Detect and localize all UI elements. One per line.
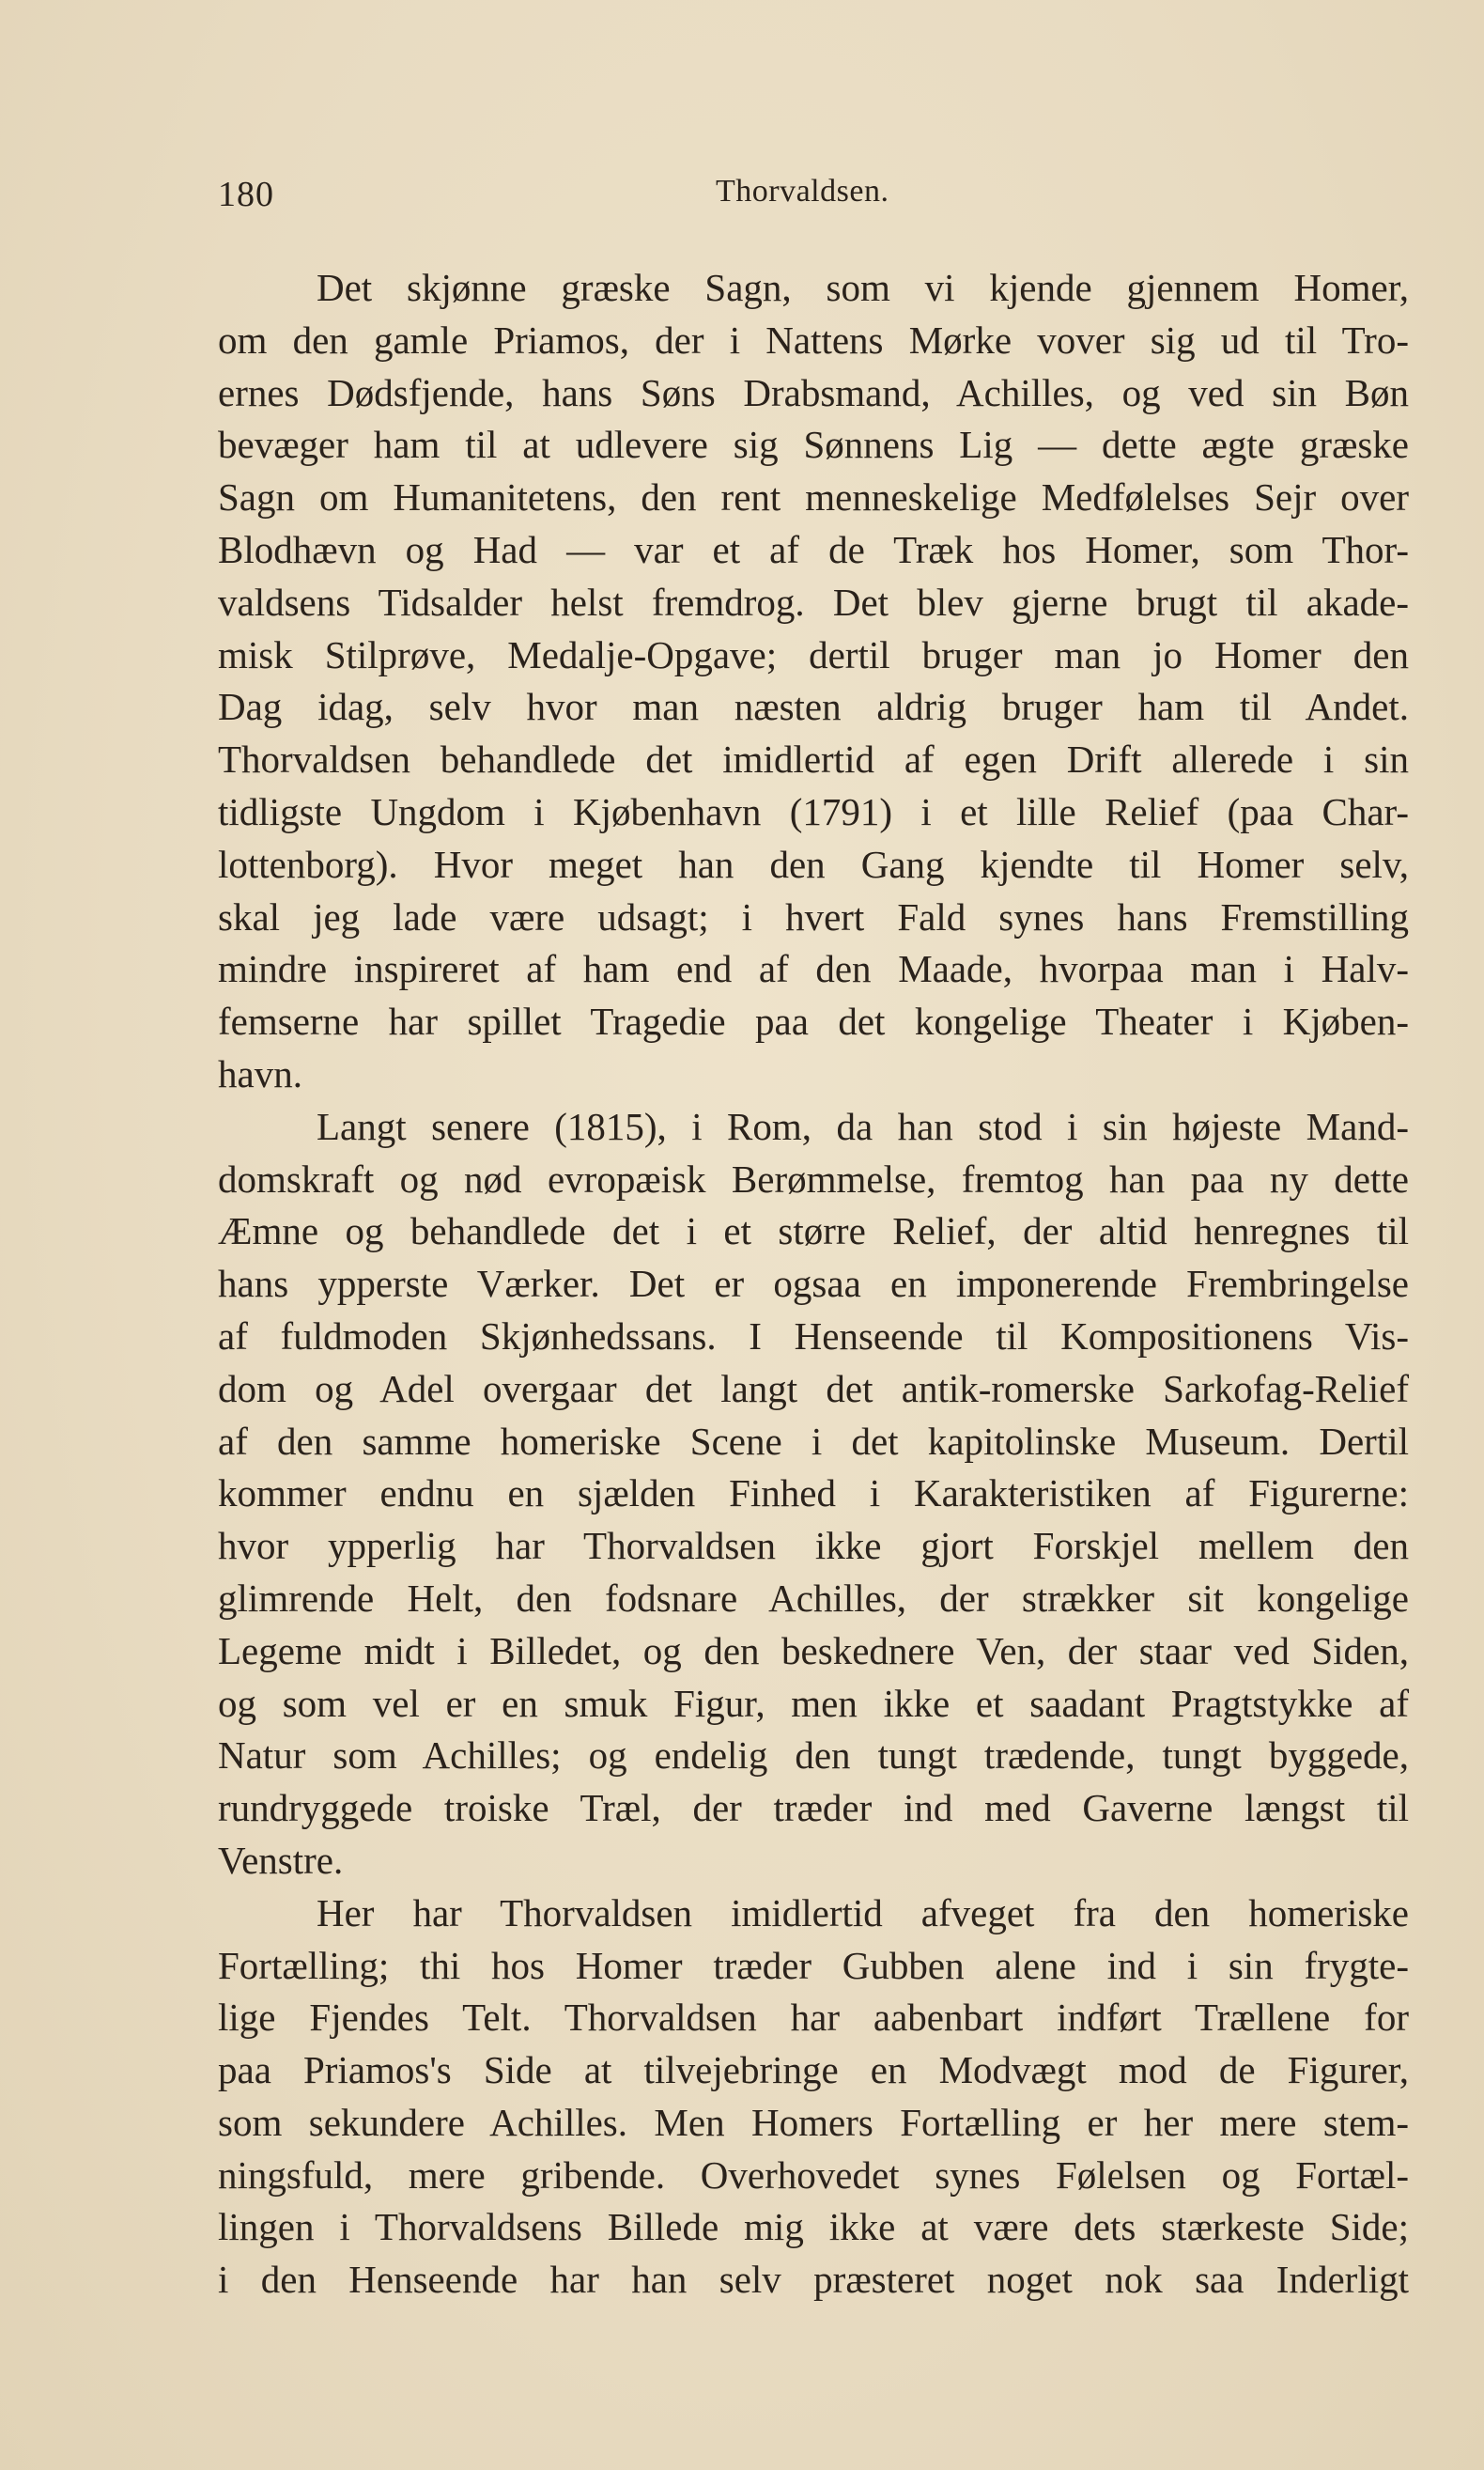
text-line: Venstre. bbox=[218, 1838, 344, 1882]
text-line: tidligste Ungdom i Kjøbenhavn (1791) i et lille Relief (paa Char- bbox=[218, 789, 1409, 833]
text-line: havn. bbox=[218, 1051, 302, 1095]
text-line: paa Priamos's Side at tilvejebringe en Modvægt mod de Figurer, bbox=[218, 2048, 1409, 2092]
text-line: og som vel er en smuk Figur, men ikke et saadant Pragtstykke af bbox=[218, 1681, 1409, 1725]
paragraph-1 bbox=[218, 262, 1409, 1101]
text-line: Det skjønne græske Sagn, som vi kjende gjennem Homer, bbox=[317, 266, 1409, 309]
text-line: Æmne og behandlede det i et større Relief, der altid henregnes til bbox=[218, 1209, 1409, 1253]
text-line: glimrende Helt, den fodsnare Achilles, der strækker sit kongelige bbox=[218, 1576, 1409, 1620]
text-line: af fuldmoden Skjønhedssans. I Henseende til Kompositionens Vis- bbox=[218, 1313, 1409, 1358]
text-line: rundryggede troiske Træl, der træder ind med Gaverne længst til bbox=[218, 1786, 1409, 1830]
text-line: som sekundere Achilles. Men Homers Fortælling er her mere stem- bbox=[218, 2100, 1409, 2144]
text-line: lottenborg). Hvor meget han den Gang kjendte til Homer selv, bbox=[218, 842, 1409, 886]
text-line: Natur som Achilles; og endelig den tungt trædende, tungt byggede, bbox=[218, 1733, 1409, 1778]
text-line: mindre inspireret af ham end af den Maade, hvorpaa man i Halv- bbox=[218, 947, 1409, 991]
text-line: misk Stilprøve, Medalje-Opgave; dertil bruger man jo Homer den bbox=[218, 632, 1409, 676]
page-number: 180 bbox=[218, 175, 274, 214]
text-line: Blodhævn og Had — var et af de Træk hos Homer, som Thor- bbox=[218, 527, 1409, 571]
text-line: i den Henseende har han selv præsteret noget nok saa Inderligt bbox=[218, 2258, 1409, 2302]
text-line: Dag idag, selv hvor man næsten aldrig bruger ham til Andet. bbox=[218, 685, 1409, 729]
body-text bbox=[218, 262, 1409, 2307]
text-line: lige Fjendes Telt. Thorvaldsen har aabenbart indført Trællene for bbox=[218, 1996, 1409, 2040]
text-line: Fortælling; thi hos Homer træder Gubben alene ind i sin frygte- bbox=[218, 1943, 1409, 1987]
text-line: domskraft og nød evropæisk Berømmelse, fremtog han paa ny dette bbox=[218, 1157, 1409, 1201]
text-line: lingen i Thorvaldsens Billede mig ikke at være dets stærkeste Side; bbox=[218, 2205, 1409, 2249]
text-line: bevæger ham til at udlevere sig Sønnens Lig — dette ægte græske bbox=[218, 423, 1409, 467]
text-line: valdsens Tidsalder helst fremdrog. Det blev gjerne brugt til akade- bbox=[218, 580, 1409, 624]
text-line: Thorvaldsen behandlede det imidlertid af egen Drift allerede i sin bbox=[218, 738, 1409, 782]
page-header bbox=[218, 174, 1409, 230]
text-line: ernes Dødsfjende, hans Søns Drabsmand, Achilles, og ved sin Bøn bbox=[218, 370, 1409, 414]
text-line: af den samme homeriske Scene i det kapitolinske Museum. Dertil bbox=[218, 1419, 1409, 1463]
text-line: ningsfuld, mere gribende. Overhovedet synes Følelsen og Fortæl- bbox=[218, 2152, 1409, 2197]
text-line: dom og Adel overgaar det langt det antik-romerske Sarkofag-Relief bbox=[218, 1366, 1409, 1410]
text-line: Langt senere (1815), i Rom, da han stod i sin højeste Mand- bbox=[317, 1104, 1409, 1148]
text-line: Sagn om Humanitetens, den rent menneskelige Medfølelses Sejr over bbox=[218, 475, 1409, 520]
text-line: om den gamle Priamos, der i Nattens Mørke vover sig ud til Tro- bbox=[218, 318, 1409, 362]
text-line: Her har Thorvaldsen imidlertid afveget fra den homeriske bbox=[317, 1890, 1409, 1934]
text-line: Legeme midt i Billedet, og den beskednere Ven, der staar ved Siden, bbox=[218, 1628, 1409, 1672]
paragraph-2 bbox=[218, 1101, 1409, 1887]
text-line: skal jeg lade være udsagt; i hvert Fald synes hans Fremstilling bbox=[218, 894, 1409, 939]
text-line: femserne har spillet Tragedie paa det kongelige Theater i Kjøben- bbox=[218, 1000, 1409, 1044]
paragraph-3 bbox=[218, 1887, 1409, 2307]
text-line: kommer endnu en sjælden Finhed i Karakteristiken af Figurerne: bbox=[218, 1471, 1409, 1515]
text-line: hans ypperste Værker. Det er ogsaa en imponerende Frembringelse bbox=[218, 1262, 1409, 1306]
text-line: hvor ypperlig har Thorvaldsen ikke gjort Forskjel mellem den bbox=[218, 1524, 1409, 1568]
running-title: Thorvaldsen. bbox=[716, 174, 889, 209]
